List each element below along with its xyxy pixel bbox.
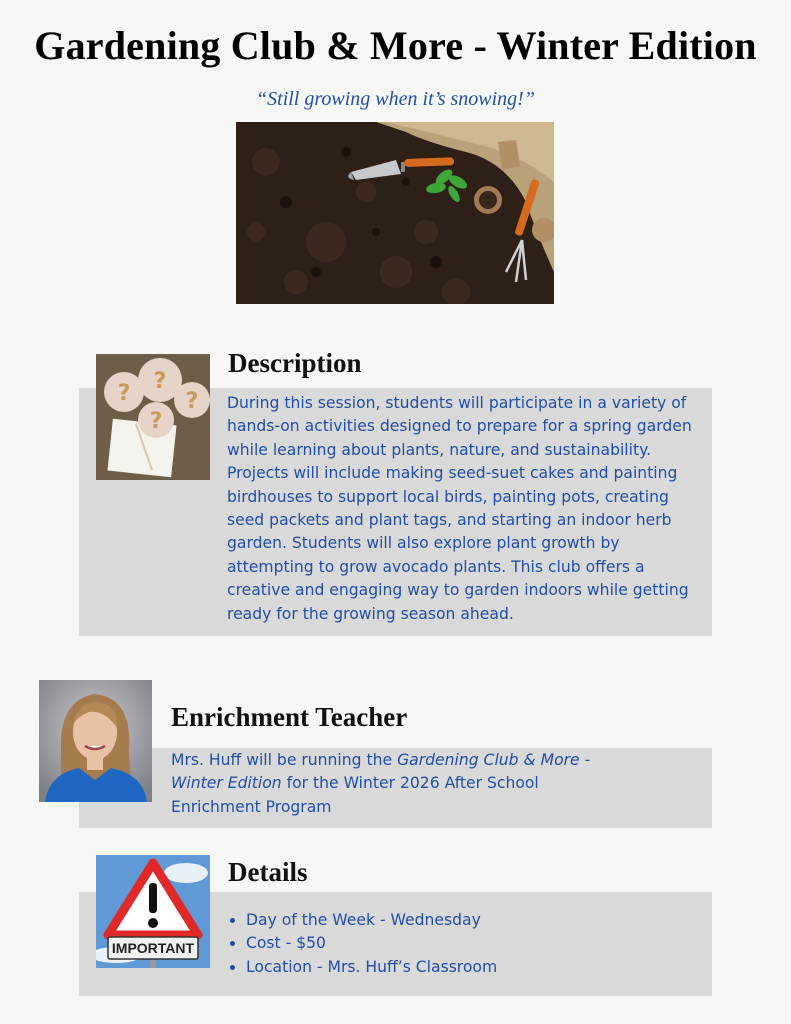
description-heading: Description: [228, 348, 362, 378]
teacher-text-suffix: for the Winter 2026 After School Enrichment Program: [171, 774, 539, 816]
important-sign-text: IMPORTANT: [111, 940, 195, 956]
details-list: [228, 909, 698, 979]
teacher-text-prefix: Mrs. Huff will be running the: [171, 751, 398, 769]
details-item-cost: • Cost - $50: [246, 932, 698, 955]
teacher-photo: [39, 680, 152, 802]
details-list-container: [228, 909, 698, 979]
details-item-location: • Location - Mrs. Huff’s Classroom: [246, 956, 698, 979]
description-text: During this session, students will participate in a variety of hands-on activities designed to prepare for a spring garden while learning about plants, nature, and sustainability. Projects will include making seed-suet cakes and painting birdhouses to support local birds, painting pots, creating seed packets and plant tags, and starting an indoor herb garden. Students will also explore plant growth by attempting to grow avocado plants. This club offers a creative and engaging way to garden indoors while getting ready for the growing season ahead.: [227, 394, 692, 623]
tagline: “Still growing when it’s snowing!”: [256, 88, 535, 110]
club-name: Gardening Club & More - Winter Edition: [171, 751, 591, 793]
svg-text:?: ?: [185, 389, 199, 414]
svg-text:?: ?: [149, 409, 163, 434]
svg-text:?: ?: [117, 381, 131, 406]
page-title: Gardening Club & More - Winter Edition: [34, 23, 757, 68]
teacher-heading: Enrichment Teacher: [171, 702, 408, 732]
garden-tools-soil-image: [236, 122, 554, 304]
svg-text:?: ?: [153, 369, 167, 394]
teacher-text: [171, 749, 601, 819]
question-marks-image: [96, 354, 210, 480]
details-heading: Details: [228, 857, 308, 887]
important-sign-image: [96, 855, 210, 968]
details-item-day: • Day of the Week - Wednesday: [246, 909, 698, 932]
